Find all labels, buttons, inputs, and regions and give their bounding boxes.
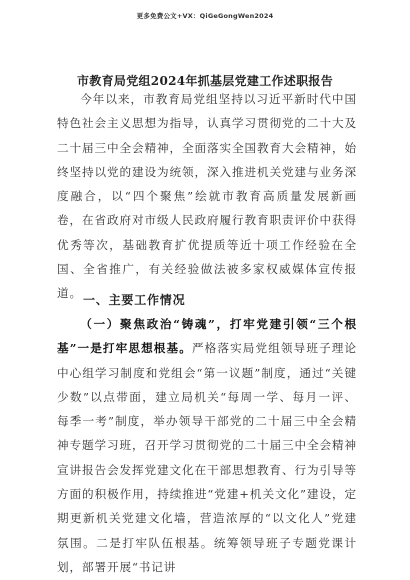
intro-paragraph: 今年以来，市教育局党组坚持以习近平新时代中国特色社会主义思想为指导，认真学习贯彻党的二十大及二十届三中全会精神，全面落实全国教育大会精神，始终坚持以党的建设为统领，深入推进机关党建与业务深度融合，以“四个聚焦”绘就市教育高质量发展新画卷，在省政府对市级人民政府履行教育职责评价中获得优秀等次，基础教育扩优提质等近十项工作经验在全国、全省推广，有关经验做法被多家权威媒体宣传报道。 [57, 92, 357, 301]
subsection-heading: （一）聚焦政治“铸魂”，打牢党建引领“三个根基”一是打牢思想根基。 [57, 317, 357, 356]
promo-banner: 更多免费公文+VX：QiGeGongWen2024 [136, 12, 274, 20]
document-title: 市教育局党组2024年抓基层党建工作述职报告 [77, 74, 333, 88]
subsection-body: 严格落实局党组领导班子理论中心组学习制度和党组会“第一议题”制度，通过“关键少数”以点带面，建立局机关“每周一学、每月一评、每季一考”制度，举办领导干部党的二十届三中全会精神专题学习班，召开学习贯彻党的二十届三中全会精神宣讲报告会发挥党建文化在干部思想教育、行为引导等方面的积极作用，持续推进“党建+机关文化”建设，定期更新机关党建文化墙，营造浓厚的“以文化人”党建氛围。二是打牢队伍根基。统筹领导班子专题党课计划，部署开展“书记讲 [57, 341, 357, 574]
subsection-paragraph [57, 312, 357, 579]
section-heading: 一、主要工作情况 [83, 293, 186, 307]
